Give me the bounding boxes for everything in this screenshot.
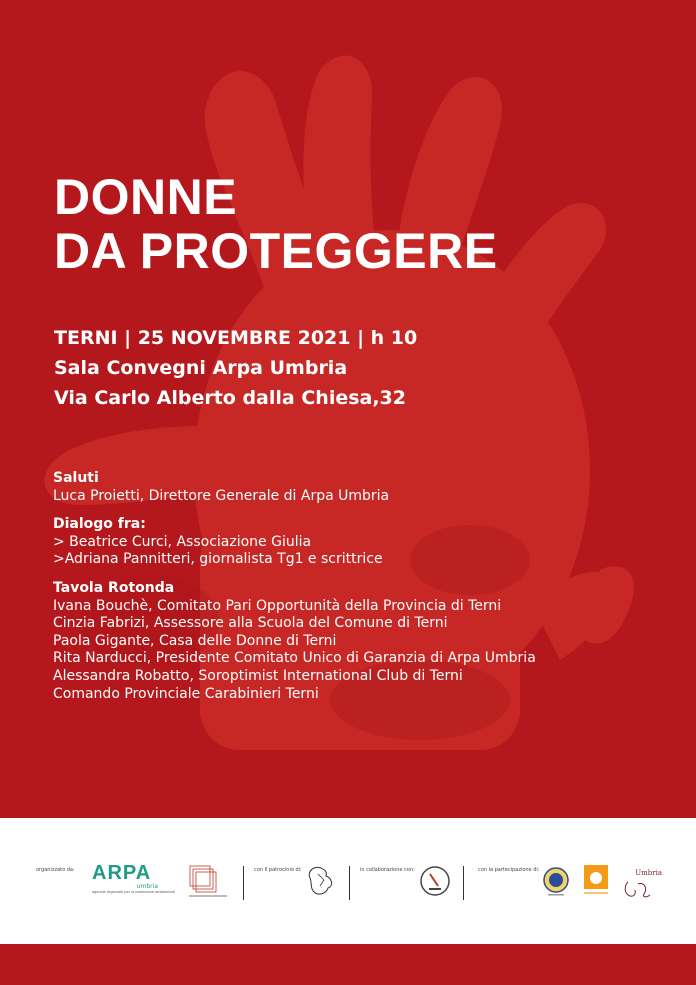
tavola-participant: Ivana Bouchè, Comitato Pari Opportunità della Provincia di Terni xyxy=(53,597,502,614)
tavola-heading: Tavola Rotonda xyxy=(53,579,175,596)
dialogo-speaker: >Adriana Pannitteri, giornalista Tg1 e scrittrice xyxy=(53,551,383,568)
dialogo-speaker: > Beatrice Curci, Associazione Giulia xyxy=(53,533,312,550)
event-info xyxy=(54,323,417,413)
region-emblem-icon xyxy=(306,864,340,900)
program-tavola-rotonda xyxy=(53,580,536,703)
divider xyxy=(349,866,350,900)
divider xyxy=(243,866,244,900)
patronage-label: con il patrocinio di: xyxy=(254,867,302,873)
orange-square-logo-icon xyxy=(583,864,609,898)
umbria-logo xyxy=(622,868,662,900)
tavola-participant: Rita Narducci, Presidente Comitato Unico di Garanzia di Arpa Umbria xyxy=(53,650,536,667)
program-saluti xyxy=(53,470,536,505)
event-program xyxy=(53,470,536,714)
arpa-tagline: agenzia regionale per la protezione ambientale xyxy=(92,890,175,894)
collaboration-label: in collaborazione con: xyxy=(360,867,415,873)
title-line-1: DONNE xyxy=(54,169,238,225)
umbria-logo-text: Umbria xyxy=(635,869,662,877)
frame-logo-icon xyxy=(188,864,228,900)
police-crest-icon xyxy=(542,866,570,898)
tavola-participant: Paola Gigante, Casa delle Donne di Terni xyxy=(53,632,337,649)
arpa-logo-sub: umbria xyxy=(136,883,158,890)
participation-label: con la partecipazione di: xyxy=(478,867,540,873)
event-address: Via Carlo Alberto dalla Chiesa,32 xyxy=(54,387,407,409)
bottom-band xyxy=(0,944,696,985)
organized-by-label: organizzato da: xyxy=(36,867,75,873)
arpa-umbria-logo xyxy=(92,862,175,903)
saluti-heading: Saluti xyxy=(53,470,99,486)
program-dialogo xyxy=(53,516,536,569)
divider xyxy=(463,866,464,900)
dialogo-heading: Dialogo fra: xyxy=(53,516,146,533)
tavola-participant: Alessandra Robatto, Soroptimist International Club di Terni xyxy=(53,667,463,684)
pen-circle-logo-icon xyxy=(418,864,452,898)
event-title xyxy=(54,170,498,278)
arpa-logo-text: ARPA xyxy=(92,862,152,884)
umbria-monogram-icon xyxy=(622,878,662,900)
title-line-2: DA PROTEGGERE xyxy=(54,223,498,279)
event-date-line: TERNI | 25 NOVEMBRE 2021 | h 10 xyxy=(54,327,418,349)
saluti-speaker: Luca Proietti, Direttore Generale di Arpa Umbria xyxy=(53,487,390,504)
tavola-participant: Cinzia Fabrizi, Assessore alla Scuola del Comune di Terni xyxy=(53,615,448,632)
event-venue: Sala Convegni Arpa Umbria xyxy=(54,357,348,379)
tavola-participant: Comando Provinciale Carabinieri Terni xyxy=(53,685,319,702)
